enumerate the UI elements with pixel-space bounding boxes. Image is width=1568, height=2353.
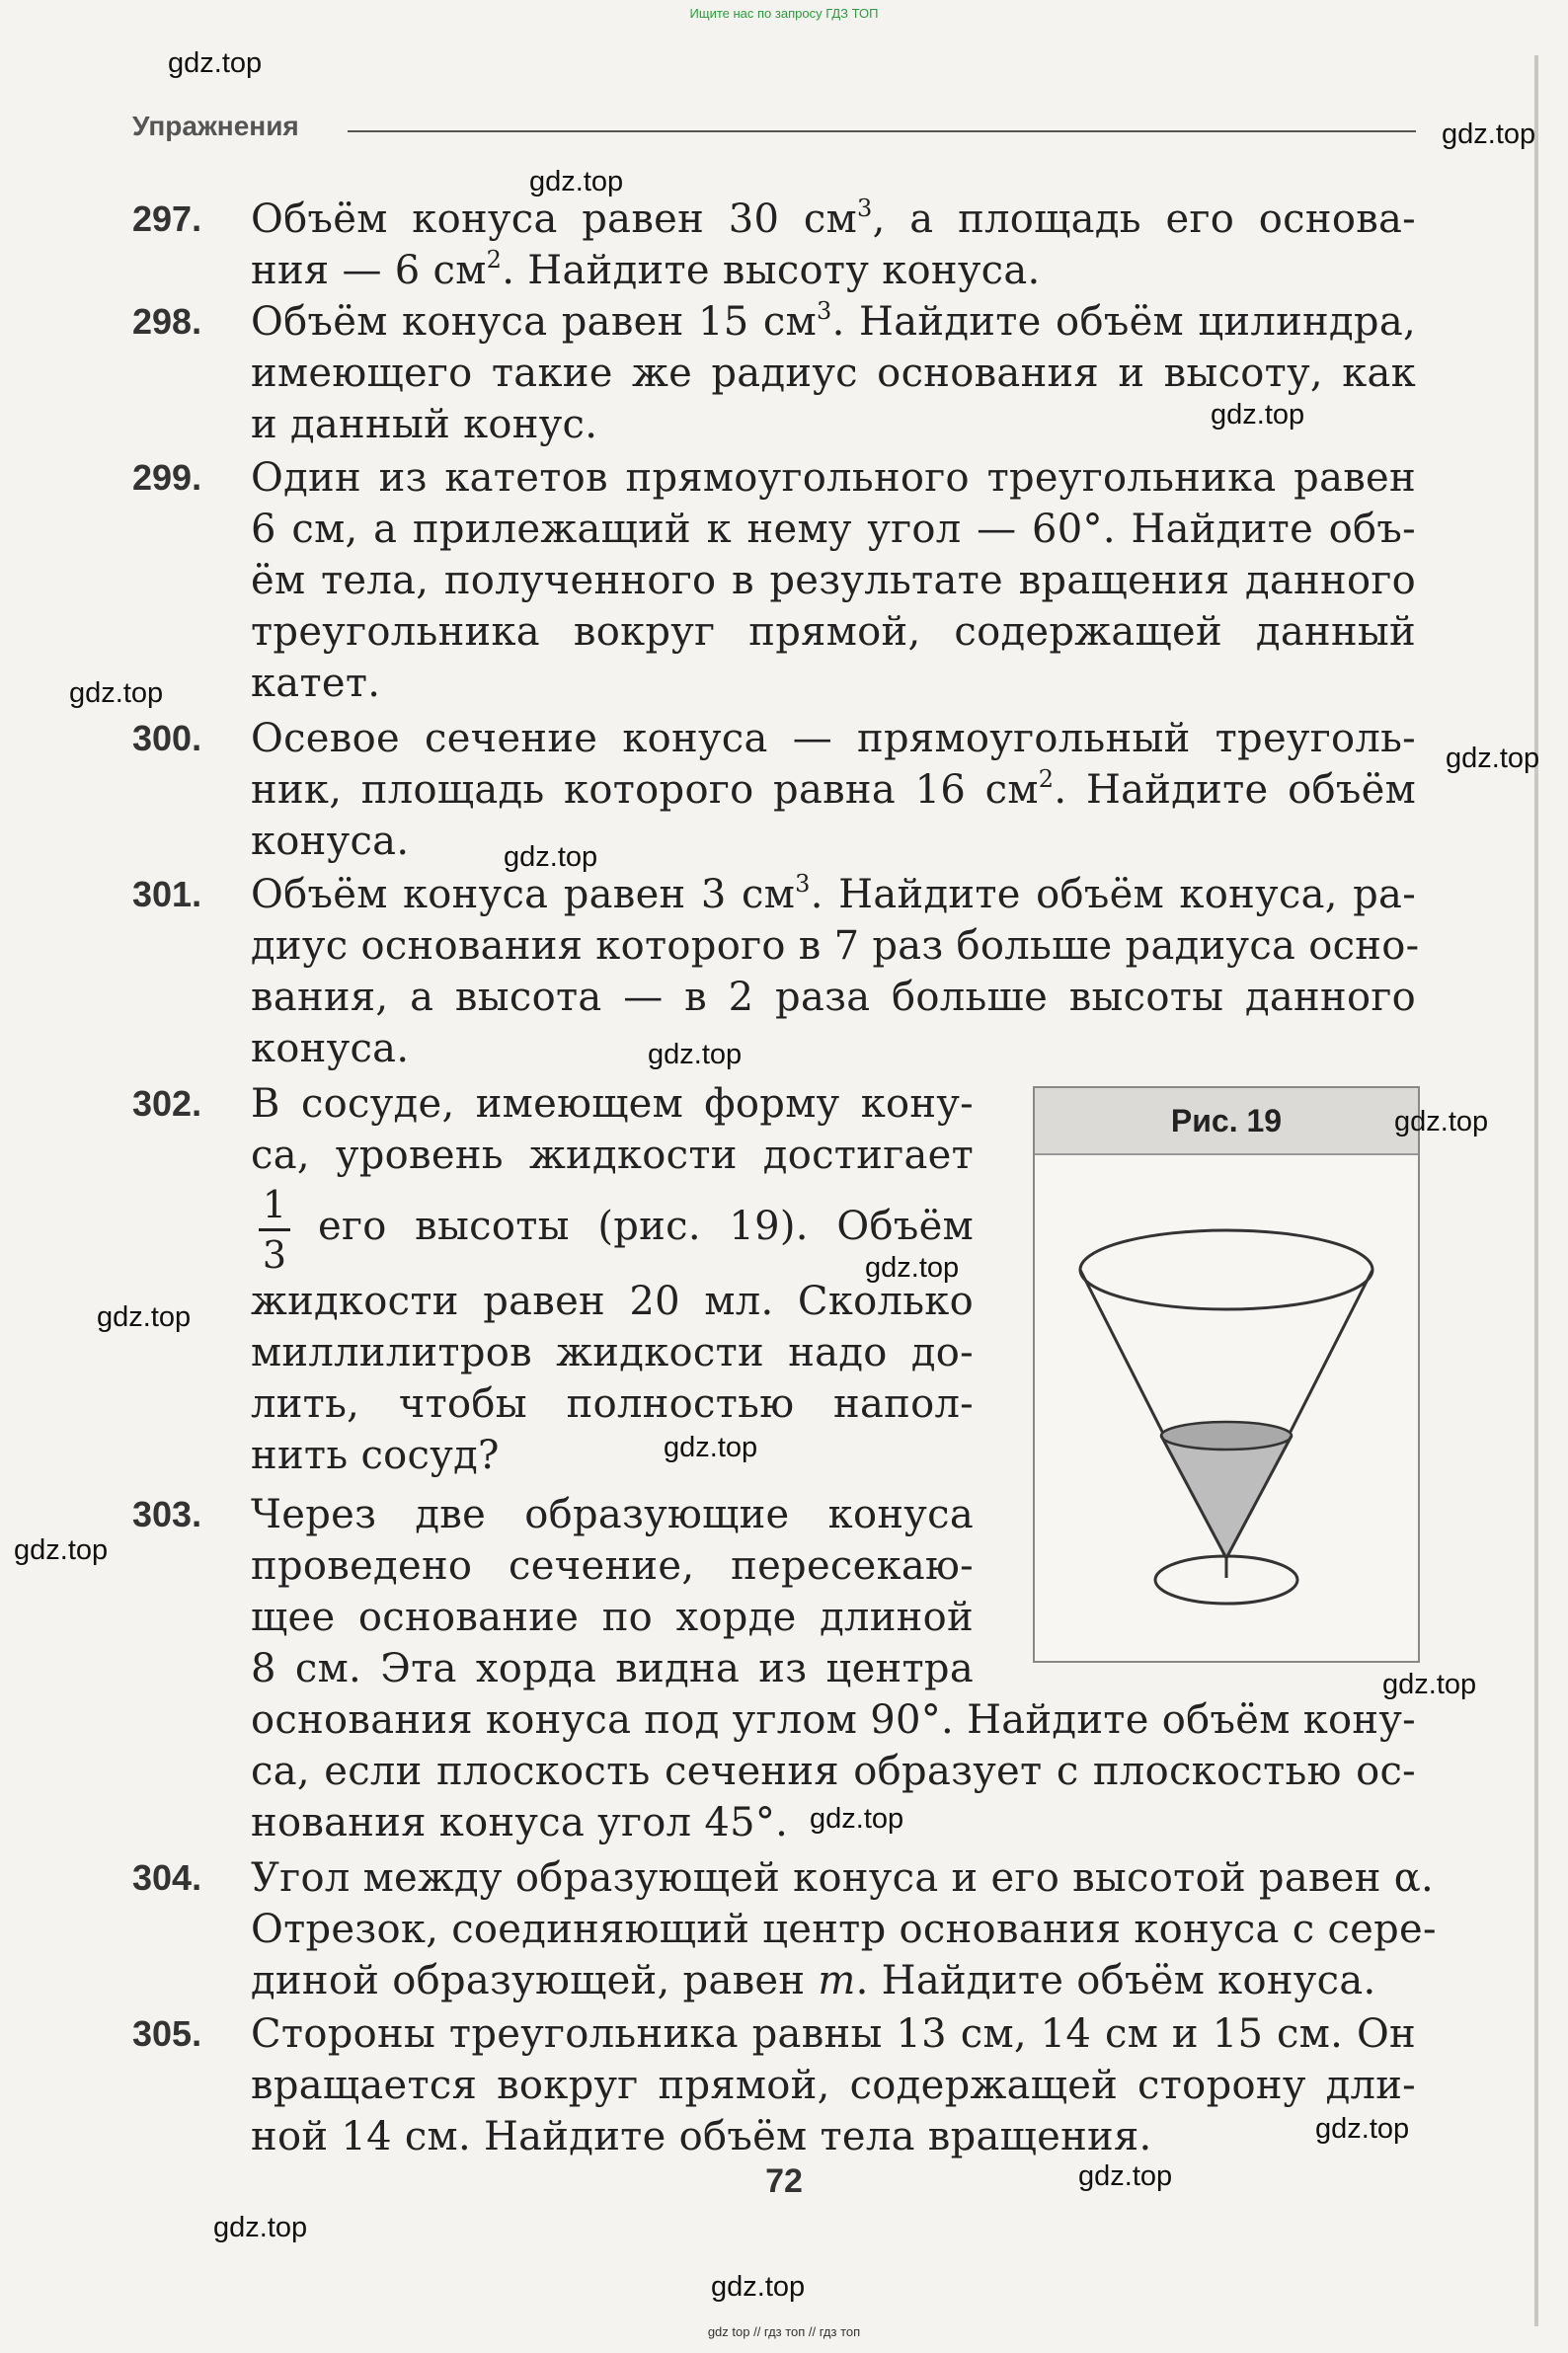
watermark: gdz.top — [69, 677, 164, 709]
watermark: gdz.top — [1315, 2113, 1410, 2145]
problem-305-line-2: вращается вокруг прямой, содержащей сторону дли- — [251, 2063, 1416, 2108]
problem-300-line-1: Осевое сечение конуса — прямоугольный треуголь- — [251, 716, 1416, 761]
problem-299-line-4: треугольника вокруг прямой, содержащей данный — [251, 609, 1416, 655]
problem-304-line-2: Отрезок, соединяющий центр основания конуса с сере- — [251, 1907, 1437, 1952]
fraction-denominator: 3 — [262, 1233, 287, 1277]
watermark: gdz.top — [648, 1039, 743, 1070]
problem-number: 298. — [132, 301, 202, 342]
problem-number: 303. — [132, 1494, 202, 1534]
problem-305-line-3: ной 14 см. Найдите объём тела вращения. — [251, 2114, 1152, 2159]
problem-302-line-2: са, уровень жидкости достигает — [251, 1133, 974, 1178]
cone-vessel-drawing — [1035, 1155, 1418, 1659]
problem-297-line-1: Объём конуса равен 30 $см^3$, а площадь его основа- — [251, 195, 1416, 242]
watermark: gdz.top — [14, 1534, 109, 1566]
problem-303-line-5: основания конуса под углом 90°. Найдите объём кону- — [251, 1697, 1416, 1743]
problem-number: 297. — [132, 198, 202, 239]
watermark: gdz.top — [1382, 1669, 1477, 1700]
problem-number: 300. — [132, 718, 202, 758]
watermark: gdz.top — [1446, 743, 1540, 774]
problem-304-line-3: диной образующей, равен m. Найдите объём конуса. — [251, 1958, 1376, 2003]
problem-302-line-3: его высоты (рис. 19). Объём — [318, 1204, 974, 1249]
watermark: gdz.top — [529, 166, 624, 197]
section-rule — [348, 130, 1416, 132]
watermark: gdz.top — [1394, 1106, 1489, 1137]
problem-301-line-4: конуса. — [251, 1026, 410, 1071]
problem-303-line-7: нования конуса угол 45°. — [251, 1800, 789, 1845]
problem-301-line-1: Объём конуса равен 3 $см^3$. Найдите объём конуса, ра- — [251, 870, 1417, 917]
problem-299-line-3: ём тела, полученного в результате вращения данного — [251, 558, 1416, 603]
problem-302-line-6: лить, чтобы полностью напол- — [251, 1381, 974, 1427]
problem-301-line-2: диус основания которого в 7 раз больше радиуса осно- — [251, 923, 1420, 969]
watermark: gdz.top — [711, 2271, 806, 2303]
watermark: gdz.top — [504, 841, 598, 873]
problem-number: 302. — [132, 1083, 202, 1124]
section-title: Упражнения — [132, 111, 299, 141]
problem-304-line-1: Угол между образующей конуса и его высотой равен α. — [251, 1855, 1435, 1901]
watermark: gdz.top — [213, 2212, 308, 2243]
problem-298-line-3: и данный конус. — [251, 402, 598, 447]
watermark: gdz.top — [1211, 399, 1305, 431]
problem-number: 301. — [132, 874, 202, 914]
problem-302-line-7: нить сосуд? — [251, 1433, 500, 1478]
problem-297-line-2: ния — 6 $см^2$. Найдите высоту конуса. — [251, 246, 1041, 293]
fraction-one-third — [255, 1183, 294, 1277]
problem-302-line-5: миллилитров жидкости надо до- — [251, 1330, 974, 1375]
problem-303-line-2: проведено сечение, пересекаю- — [251, 1543, 974, 1589]
problem-303-line-1: Через две образующие конуса — [251, 1492, 974, 1537]
page-number: 72 — [765, 2162, 803, 2200]
footer-note: gdz top // гдз топ // гдз топ — [707, 2324, 861, 2339]
watermark: gdz.top — [810, 1803, 904, 1835]
problem-300-line-3: конуса. — [251, 819, 410, 864]
problem-299-line-5: катет. — [251, 661, 381, 706]
problem-303-line-3: щее основание по хорде длиной — [251, 1595, 974, 1640]
problem-302-line-4: жидкости равен 20 мл. Сколько — [251, 1279, 974, 1324]
problem-303-line-4: 8 см. Эта хорда видна из центра — [251, 1646, 974, 1691]
watermark: gdz.top — [664, 1432, 758, 1463]
watermark: gdz.top — [97, 1301, 192, 1333]
header-note: Ищите нас по запросу ГДЗ ТОП — [689, 6, 879, 21]
problem-305-line-1: Стороны треугольника равны 13 см, 14 см и 15 см. Он — [251, 2011, 1416, 2057]
problem-299-line-2: 6 см, а прилежащий к нему угол — 60°. Найдите объ- — [251, 507, 1416, 552]
figure-19 — [1033, 1086, 1420, 1663]
problem-number: 299. — [132, 457, 202, 498]
page-edge-shadow — [1534, 55, 1538, 2326]
problem-302-line-1: В сосуде, имеющем форму кону- — [251, 1081, 974, 1127]
problem-303-line-6: са, если плоскость сечения образует с плоскостью ос- — [251, 1749, 1416, 1794]
problem-number: 304. — [132, 1857, 202, 1898]
problem-298-line-2: имеющего такие же радиус основания и высоту, как — [251, 351, 1416, 396]
watermark: gdz.top — [168, 47, 263, 79]
watermark: gdz.top — [1078, 2160, 1173, 2192]
watermark: gdz.top — [865, 1252, 960, 1284]
watermark: gdz.top — [1442, 118, 1536, 150]
fraction-numerator: 1 — [262, 1183, 287, 1226]
figure-caption: Рис. 19 — [1035, 1088, 1418, 1155]
problem-300-line-2: ник, площадь которого равна 16 $см^2$. Найдите объём — [251, 765, 1416, 813]
fraction-bar — [259, 1228, 290, 1231]
problem-301-line-3: вания, а высота — в 2 раза больше высоты данного — [251, 975, 1416, 1020]
problem-number: 305. — [132, 2013, 202, 2054]
problem-298-line-1: Объём конуса равен 15 $см^3$. Найдите объём цилиндра, — [251, 297, 1416, 345]
problem-299-line-1: Один из катетов прямоугольного треугольника равен — [251, 455, 1416, 501]
